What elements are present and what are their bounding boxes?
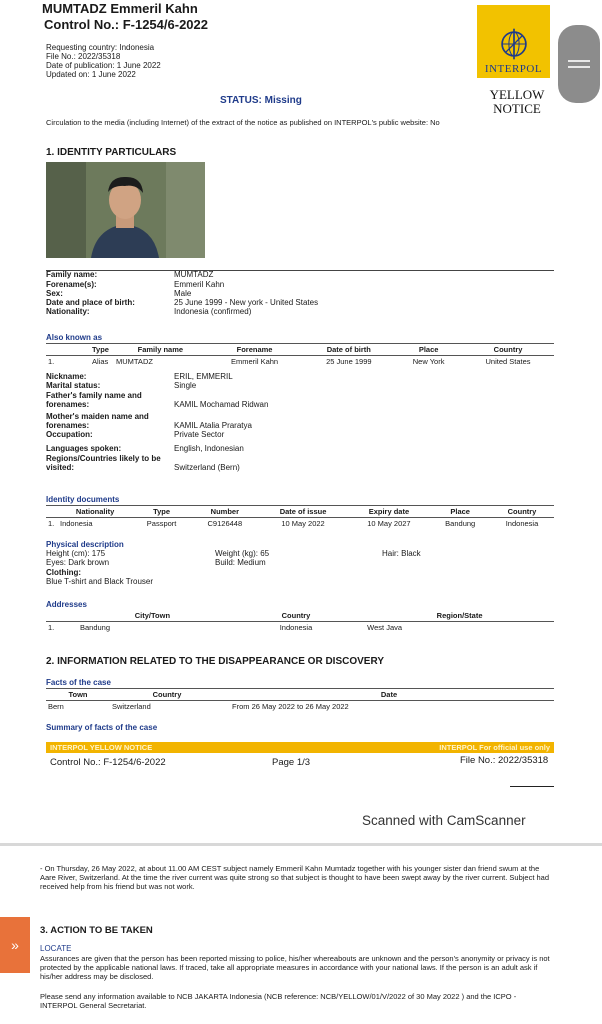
table-cell: Alias [92,357,109,366]
aka-table [46,343,554,367]
file-number: File No.: 2022/35318 [46,52,121,61]
field-value: 25 June 1999 - New york - United States [174,298,319,307]
table-row [46,622,554,634]
field-label: Date and place of birth: [46,298,135,307]
addresses-table [46,610,554,633]
physical-title: Physical description [46,540,124,549]
updated-date: Updated on: 1 June 2022 [46,70,136,79]
field-label: Languages spoken: [46,444,122,453]
table-cell: 1. [48,357,55,366]
addresses-title: Addresses [46,600,87,609]
field-value: Switzerland (Bern) [174,463,240,472]
status-label: STATUS: Missing [220,95,302,106]
summary-title: Summary of facts of the case [46,723,158,732]
field-value: MUMTADZ [174,270,214,279]
table-cell: Bandung [445,519,476,528]
footer-left-label: INTERPOL YELLOW NOTICE [50,743,153,752]
chevron-double-right-icon: » [11,937,19,953]
locate-label: LOCATE [40,944,72,953]
person-photo-icon [46,162,205,258]
section-identity-title: 1. IDENTITY PARTICULARS [46,147,177,158]
hair-value: Hair: Black [382,549,421,558]
field-value: Emmeril Kahn [174,280,225,289]
divider [510,786,554,787]
field-value: KAMIL Mochamad Ridwan [174,400,269,409]
footer-file: File No.: 2022/35318 [460,755,549,766]
table-header: Nationality [58,506,132,518]
circulation-note: Circulation to the media (including Internet) of the extract of the notice as published on INTERPOL's public website: No [46,118,440,127]
table-header: Place [430,506,490,518]
table-cell: 10 May 2027 [367,519,411,528]
table-header: Place [395,344,462,356]
table-header [46,610,78,622]
table-cell: New York [412,357,445,366]
facts-table [46,688,554,712]
table-header [46,506,58,518]
field-value: Male [174,289,192,298]
table-cell: Bern [48,702,64,711]
menu-line-icon [568,66,590,68]
field-label: Father's family name and forenames: [46,391,142,409]
table-cell: Emmeril Kahn [231,357,279,366]
table-header: City/Town [78,610,227,622]
table-cell: C9126448 [207,519,243,528]
table-row [46,518,554,530]
table-header: Country [110,689,224,701]
table-header: Type [132,506,191,518]
id-docs-title: Identity documents [46,495,120,504]
table-cell: 10 May 2022 [281,519,325,528]
logo-wordmark: INTERPOL [484,63,543,75]
table-cell: 1. [48,623,55,632]
table-cell: Bandung [80,623,111,632]
table-header: Expiry date [347,506,430,518]
weight-value: Weight (kg): 65 [215,549,270,558]
notice-type-line2: NOTICE [493,101,541,116]
summary-text: - On Thursday, 26 May 2022, at about 11.00 AM CEST subject namely Emmeril Kahn Mumtadz together with his younger sister dan friend swum at the Aare River, Switzerland. At the time the river current was quite strong so that subject is thought to have been swept away by the river current. Subject had received help from his friend but was not work. [40,864,550,891]
footer-page: Page 1/3 [272,757,311,768]
table-header: Date [224,689,554,701]
table-header-row [46,344,554,356]
subject-photo [46,162,205,258]
table-header: Region/State [365,610,554,622]
page-divider [0,843,602,846]
section-disappearance-title: 2. INFORMATION RELATED TO THE DISAPPEARANCE OR DISCOVERY [46,656,384,667]
table-header: Type [90,344,114,356]
table-cell: MUMTADZ [116,357,153,366]
table-header: Date of birth [302,344,395,356]
field-value: Private Sector [174,430,225,439]
height-value: Height (cm): 175 [46,549,106,558]
table-cell: From 26 May 2022 to 26 May 2022 [232,702,349,711]
table-cell: United States [485,357,531,366]
clothing-value: Blue T-shirt and Black Trouser [46,577,154,586]
field-label: Forename(s): [46,280,97,289]
aka-title: Also known as [46,333,103,342]
table-header-row [46,689,554,701]
table-header: Country [462,344,554,356]
field-label: Marital status: [46,381,101,390]
section-action-title: 3. ACTION TO BE TAKEN [40,925,153,936]
clothing-label: Clothing: [46,568,82,577]
field-value: Single [174,381,197,390]
id-docs-table [46,505,554,529]
notice-type-line1: YELLOW [489,87,545,102]
table-cell: Indonesia [60,519,93,528]
table-header: Country [227,610,365,622]
field-label: Family name: [46,270,98,279]
field-value: Indonesia (confirmed) [174,307,252,316]
table-cell: Indonesia [279,623,313,632]
table-cell: Indonesia [505,519,539,528]
table-row [46,701,554,713]
globe-icon [497,27,531,61]
table-cell: West Java [367,623,403,632]
table-header: Country [490,506,554,518]
table-cell: 1. [48,519,55,528]
table-header: Family name [114,344,207,356]
field-label: Occupation: [46,430,93,439]
table-header: Date of issue [259,506,348,518]
table-header-row [46,610,554,622]
field-value: English, Indonesian [174,444,244,453]
table-header-row [46,506,554,518]
footer-control: Control No.: F-1254/6-2022 [50,757,166,768]
facts-title: Facts of the case [46,678,111,687]
table-cell: Passport [146,519,177,528]
field-label: Nationality: [46,307,90,316]
requesting-country: Requesting country: Indonesia [46,43,155,52]
table-header: Town [46,689,110,701]
field-value: ERIL, EMMERIL [174,372,233,381]
identity-fields [46,270,346,316]
field-label: Regions/Countries likely to be visited: [46,454,161,472]
table-header: Forename [207,344,303,356]
menu-handle-button[interactable] [558,25,600,103]
interpol-logo [477,5,550,78]
notice-meta [46,43,161,79]
eyes-value: Eyes: Dark brown [46,558,110,567]
notice-type [482,88,552,116]
table-header: Number [191,506,259,518]
send-info-text: Please send any information available to NCB JAKARTA Indonesia (NCB reference: NCB/YELLOW/01/V/2022 of 30 May 2022 ) and the ICPO - INTERPOL General Secretariat. [40,992,517,1010]
control-number: Control No.: F-1254/6-2022 [44,17,208,32]
scanner-watermark: Scanned with CamScanner [362,813,526,828]
field-label: Mother's maiden name and forenames: [46,412,149,430]
field-value: KAMIL Atalia Praratya [174,421,252,430]
table-cell: Switzerland [112,702,151,711]
field-label: Nickname: [46,372,87,381]
field-label: Sex: [46,289,63,298]
menu-line-icon [568,60,590,62]
table-row [46,356,554,368]
identity-fields-2 [46,372,376,472]
assurances-text: Assurances are given that the person has been reported missing to police, his/her whereabouts are unknown and the person's anonymity or privacy is not protected by the applicable national laws. If traced, take all appropriate measures in accordance with your national laws. If the person is an adult ask if his/her address may be disclosed. [40,954,550,981]
expand-tab-button[interactable] [0,917,30,973]
table-header [46,344,90,356]
table-cell: 25 June 1999 [326,357,372,366]
publication-date: Date of publication: 1 June 2022 [46,61,161,70]
notice-name: MUMTADZ Emmeril Kahn [42,1,198,16]
footer-bar [46,742,554,753]
footer-right-label: INTERPOL For official use only [439,743,550,752]
build-value: Build: Medium [215,558,266,567]
